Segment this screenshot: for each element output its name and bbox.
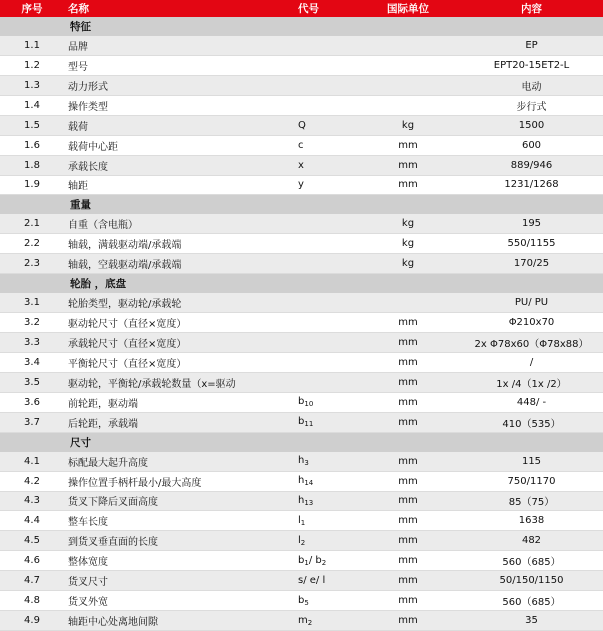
section-title: 轮胎 ，底盘 (64, 274, 603, 293)
row-name: 驱动轮尺寸（直径×宽度） (64, 313, 264, 333)
section-title: 特征 (64, 17, 603, 36)
row-unit (360, 36, 456, 55)
row-value: 1231/1268 (456, 175, 603, 195)
row-code (264, 511, 360, 531)
table-row (0, 155, 603, 175)
code-subscript: 2 (307, 618, 313, 627)
table-row (0, 372, 603, 392)
row-name: 到货叉垂直面的长度 (64, 531, 264, 551)
header-unit: 国际单位 (360, 0, 456, 17)
row-name: 自重（含电瓶） (64, 214, 264, 233)
section-title: 重量 (64, 195, 603, 214)
row-unit: mm (360, 571, 456, 591)
row-unit: kg (360, 254, 456, 274)
section-header-row (0, 274, 603, 293)
row-number: 1.5 (0, 115, 64, 135)
row-number: 2.1 (0, 214, 64, 233)
section-title: 尺寸 (64, 432, 603, 451)
section-header-row (0, 17, 603, 36)
code-symbol: b (298, 396, 305, 408)
row-number: 4.6 (0, 551, 64, 571)
row-code (264, 611, 360, 631)
row-number: 4.5 (0, 531, 64, 551)
row-code (264, 333, 360, 353)
table-row (0, 511, 603, 531)
row-unit: mm (360, 491, 456, 511)
row-value: 750/1170 (456, 471, 603, 491)
row-value: Φ210x70 (456, 313, 603, 333)
row-code (264, 234, 360, 254)
row-value: 2x Φ78x60（Φ78x88） (456, 333, 603, 353)
row-value: PU/ PU (456, 293, 603, 312)
row-name: 前轮距，驱动端 (64, 392, 264, 412)
code-symbol: s/ e/ l (298, 575, 326, 587)
row-name: 操作类型 (64, 95, 264, 115)
row-number: 3.3 (0, 333, 64, 353)
row-code (264, 254, 360, 274)
row-number: 4.4 (0, 511, 64, 531)
row-number: 1.4 (0, 95, 64, 115)
row-number: 2.2 (0, 234, 64, 254)
table-body (0, 17, 603, 631)
row-value: 170/25 (456, 254, 603, 274)
row-unit: mm (360, 531, 456, 551)
row-number: 4.1 (0, 452, 64, 471)
row-name: 承载轮尺寸（直径×宽度） (64, 333, 264, 353)
row-number: 3.1 (0, 293, 64, 312)
row-code (264, 175, 360, 195)
code-subscript: 10 (304, 400, 314, 409)
row-unit: mm (360, 452, 456, 471)
section-spacer (0, 195, 64, 214)
row-number: 4.9 (0, 611, 64, 631)
row-number: 3.6 (0, 392, 64, 412)
row-unit: mm (360, 412, 456, 432)
row-value: 482 (456, 531, 603, 551)
code-symbol: l (298, 514, 301, 526)
table-row (0, 611, 603, 631)
table-row (0, 214, 603, 233)
table-row (0, 352, 603, 372)
row-name: 动力形式 (64, 75, 264, 95)
table-row (0, 36, 603, 55)
row-value: 195 (456, 214, 603, 233)
row-value: 1x /4（1x /2） (456, 372, 603, 392)
row-value: 1500 (456, 115, 603, 135)
row-value: 600 (456, 135, 603, 155)
row-unit: mm (360, 591, 456, 611)
table-row (0, 234, 603, 254)
header-code: 代号 (264, 0, 360, 17)
row-unit: mm (360, 352, 456, 372)
code-subscript-2: 2 (321, 558, 327, 567)
row-code (264, 452, 360, 471)
row-code (264, 551, 360, 571)
table-row (0, 115, 603, 135)
row-value: / (456, 352, 603, 372)
row-code (264, 135, 360, 155)
row-code (264, 293, 360, 312)
row-number: 4.7 (0, 571, 64, 591)
section-spacer (0, 274, 64, 293)
table-row (0, 551, 603, 571)
row-unit: kg (360, 214, 456, 233)
header-value: 内容 (456, 0, 603, 17)
row-code (264, 352, 360, 372)
code-subscript: 3 (304, 459, 309, 468)
row-name: 操作位置手柄杆最小/最大高度 (64, 471, 264, 491)
row-value: 560（685） (456, 591, 603, 611)
row-code (264, 75, 360, 95)
code-subscript: 1 (304, 558, 309, 567)
row-unit (360, 293, 456, 312)
code-symbol: b (298, 554, 305, 566)
code-symbol: y (298, 179, 304, 191)
code-symbol: l (298, 534, 301, 546)
row-unit: mm (360, 333, 456, 353)
row-value: 50/150/1150 (456, 571, 603, 591)
row-name: 轴载，满载驱动端/承载端 (64, 234, 264, 254)
row-unit: kg (360, 234, 456, 254)
code-symbol: h (298, 475, 305, 487)
code-symbol: m (298, 614, 308, 626)
row-name: 驱动轮，平衡轮/承载轮数量（x=驱动 (64, 372, 264, 392)
code-symbol: b (298, 594, 305, 606)
row-value: EPT20-15ET2-L (456, 55, 603, 75)
row-value: 410（535） (456, 412, 603, 432)
row-number: 4.8 (0, 591, 64, 611)
table-row (0, 591, 603, 611)
row-code (264, 115, 360, 135)
code-symbol: x (298, 159, 304, 171)
table-row (0, 491, 603, 511)
row-code (264, 372, 360, 392)
row-code (264, 214, 360, 233)
row-value: 步行式 (456, 95, 603, 115)
row-number: 3.2 (0, 313, 64, 333)
code-subscript: 5 (304, 598, 309, 607)
row-value: 889/946 (456, 155, 603, 175)
row-number: 3.5 (0, 372, 64, 392)
row-name: 轴载，空载驱动端/承载端 (64, 254, 264, 274)
row-unit: mm (360, 611, 456, 631)
table-header-row (0, 0, 603, 17)
table-row (0, 135, 603, 155)
row-unit: mm (360, 551, 456, 571)
row-unit: mm (360, 511, 456, 531)
header-no: 序号 (0, 0, 64, 17)
row-name: 轮胎类型，驱动轮/承载轮 (64, 293, 264, 312)
row-number: 4.3 (0, 491, 64, 511)
section-spacer (0, 432, 64, 451)
header-name: 名称 (64, 0, 264, 17)
row-name: 货叉外宽 (64, 591, 264, 611)
row-value: 电动 (456, 75, 603, 95)
table-row (0, 55, 603, 75)
code-symbol: b (298, 416, 305, 428)
table-row (0, 471, 603, 491)
row-value: 1638 (456, 511, 603, 531)
row-unit: kg (360, 115, 456, 135)
table-row (0, 313, 603, 333)
code-symbol: h (298, 455, 305, 467)
row-name: 承载长度 (64, 155, 264, 175)
row-number: 1.2 (0, 55, 64, 75)
row-number: 1.1 (0, 36, 64, 55)
row-name: 载荷 (64, 115, 264, 135)
row-unit (360, 55, 456, 75)
code-symbol: h (298, 494, 305, 506)
code-subscript: 14 (304, 479, 314, 488)
table-row (0, 254, 603, 274)
row-code (264, 55, 360, 75)
section-header-row (0, 195, 603, 214)
row-value: 85（75） (456, 491, 603, 511)
code-subscript: 1 (300, 518, 306, 527)
row-number: 3.7 (0, 412, 64, 432)
row-unit: mm (360, 313, 456, 333)
code-symbol: Q (298, 119, 306, 131)
table-row (0, 333, 603, 353)
row-number: 2.3 (0, 254, 64, 274)
row-name: 后轮距，承载端 (64, 412, 264, 432)
row-value: 115 (456, 452, 603, 471)
row-unit (360, 75, 456, 95)
row-value: 550/1155 (456, 234, 603, 254)
row-number: 1.3 (0, 75, 64, 95)
row-number: 1.9 (0, 175, 64, 195)
row-unit: mm (360, 155, 456, 175)
row-value: 35 (456, 611, 603, 631)
row-code (264, 412, 360, 432)
row-name: 整体宽度 (64, 551, 264, 571)
table-row (0, 175, 603, 195)
code-symbol-2: / b (308, 554, 322, 566)
row-number: 3.4 (0, 352, 64, 372)
row-code (264, 313, 360, 333)
row-name: 载荷中心距 (64, 135, 264, 155)
row-name: 型号 (64, 55, 264, 75)
row-code (264, 36, 360, 55)
table-row (0, 293, 603, 312)
row-name: 标配最大起升高度 (64, 452, 264, 471)
row-unit: mm (360, 471, 456, 491)
row-name: 货叉尺寸 (64, 571, 264, 591)
table-row (0, 452, 603, 471)
row-name: 轴距 (64, 175, 264, 195)
table-row (0, 75, 603, 95)
code-subscript: 11 (304, 420, 314, 429)
row-code (264, 95, 360, 115)
row-number: 4.2 (0, 471, 64, 491)
row-code (264, 531, 360, 551)
row-name: 整车长度 (64, 511, 264, 531)
row-unit (360, 95, 456, 115)
row-number: 1.6 (0, 135, 64, 155)
table-row (0, 392, 603, 412)
section-spacer (0, 17, 64, 36)
code-subscript: 13 (304, 498, 314, 507)
table-row (0, 95, 603, 115)
row-code (264, 491, 360, 511)
row-code (264, 155, 360, 175)
row-unit: mm (360, 135, 456, 155)
row-code (264, 392, 360, 412)
section-header-row (0, 432, 603, 451)
row-number: 1.8 (0, 155, 64, 175)
row-name: 货叉下降后叉面高度 (64, 491, 264, 511)
row-unit: mm (360, 372, 456, 392)
row-unit: mm (360, 392, 456, 412)
row-unit: mm (360, 175, 456, 195)
row-value: 448/ - (456, 392, 603, 412)
table-row (0, 412, 603, 432)
row-code (264, 591, 360, 611)
row-name: 平衡轮尺寸（直径×宽度） (64, 352, 264, 372)
row-code (264, 471, 360, 491)
row-name: 轴距中心处离地间隙 (64, 611, 264, 631)
code-subscript: 2 (300, 538, 306, 547)
table-row (0, 531, 603, 551)
row-value: 560（685） (456, 551, 603, 571)
row-value: EP (456, 36, 603, 55)
code-symbol: c (298, 139, 304, 151)
row-name: 品牌 (64, 36, 264, 55)
